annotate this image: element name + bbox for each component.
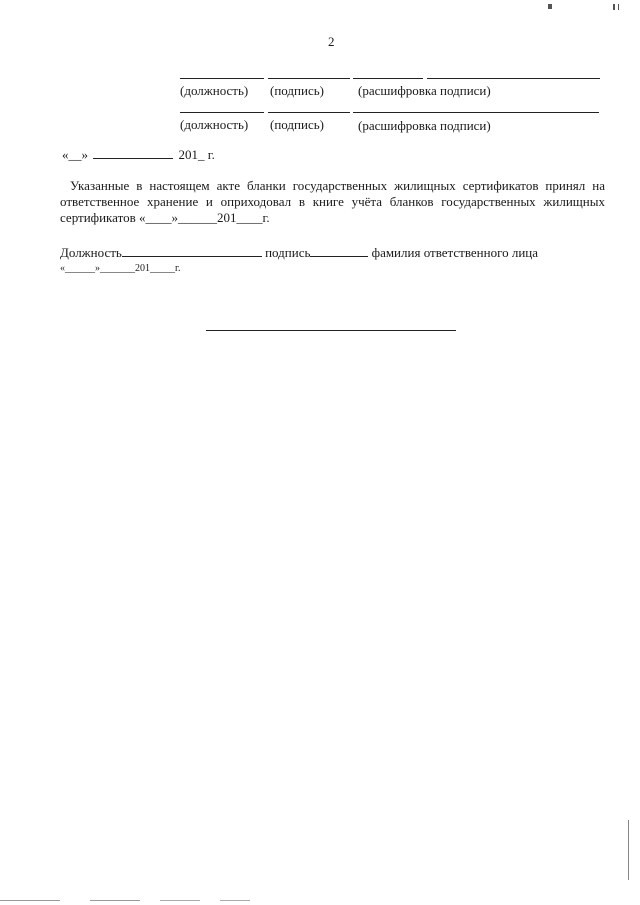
signature-caption-2: (подпись) <box>270 117 324 132</box>
scan-mark-bottom-b <box>90 900 140 901</box>
decoding-caption-1: (расшифровка подписи) <box>358 83 491 98</box>
decoding-line-1a <box>353 78 423 79</box>
decoding-caption-2: (расшифровка подписи) <box>358 118 491 133</box>
signature-label: подпись <box>265 245 311 260</box>
date-day-blank: __ <box>68 147 82 162</box>
signature-line-2 <box>268 112 350 113</box>
scan-mark-top-right-a <box>548 4 552 9</box>
acceptance-text: Указанные в настоящем акте бланки государственных жилищных сертификатов принял на ответственное хранение и оприходовал в книге учёта бланков государственных жилищных сертификатов «____»______201____г. <box>60 178 605 225</box>
date-close-quote: » <box>81 147 88 162</box>
scan-mark-right-edge <box>628 820 629 880</box>
position-blank <box>122 256 262 257</box>
decoding-line-1b <box>427 78 600 79</box>
scan-mark-bottom-d <box>220 900 250 901</box>
position-line-2 <box>180 112 264 113</box>
signature-caption-1: (подпись) <box>270 83 324 98</box>
decoding-line-2 <box>353 112 599 113</box>
scan-mark-bottom-c <box>160 900 200 901</box>
scan-mark-bottom-a <box>0 900 60 901</box>
page-number: 2 <box>328 34 335 49</box>
scan-mark-top-right-b <box>613 4 615 10</box>
position-caption-2: (должность) <box>180 117 249 132</box>
signature-line-1 <box>268 78 350 79</box>
position-caption-1: (должность) <box>180 83 249 98</box>
surname-label: фамилия ответственного лица <box>371 245 538 260</box>
date-open-quote: « <box>62 147 69 162</box>
closing-rule <box>206 330 456 331</box>
acceptance-paragraph <box>60 178 605 226</box>
date-year-suffix: г. <box>207 147 215 162</box>
scan-mark-top-right-c <box>618 4 619 10</box>
signature-blank <box>310 256 368 257</box>
responsible-line <box>60 245 538 261</box>
position-line-1 <box>180 78 264 79</box>
responsible-date: «______»_______201_____г. <box>60 263 181 274</box>
date-month-blank <box>93 158 173 159</box>
date-line <box>62 147 215 163</box>
date-year: 201_ <box>178 147 205 162</box>
position-label: Должность <box>60 245 122 260</box>
